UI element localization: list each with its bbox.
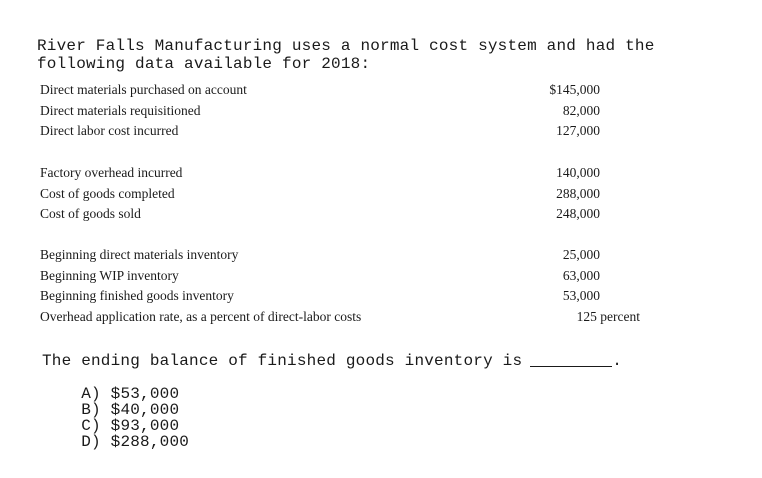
question-line [42,352,742,370]
data-group-1 [40,80,640,142]
data-row [40,307,640,328]
option-letter: D) [81,433,101,451]
data-label: Direct materials requisitioned [40,102,201,118]
question-block [42,352,742,451]
question-end-mark: . [612,352,623,370]
data-row [40,101,640,122]
data-label: Beginning direct materials inventory [40,247,239,262]
data-label: Cost of goods completed [40,185,175,201]
answer-blank [530,366,612,367]
data-value: 248,000 [556,206,600,221]
data-row [40,121,640,142]
data-value: 125 percent [576,308,640,324]
data-label: Direct labor cost incurred [40,123,179,138]
data-row [40,163,640,184]
data-value: 127,000 [556,123,600,138]
data-label: Beginning WIP inventory [40,267,179,283]
option-letter: C) [81,417,101,435]
data-row [40,245,640,266]
data-label: Cost of goods sold [40,206,141,221]
option-letter: A) [81,385,101,403]
data-group-2 [40,163,640,225]
data-value: 63,000 [562,267,600,283]
option-text: $93,000 [110,417,180,435]
question-text: The ending balance of finished goods inventory is [42,352,523,370]
problem-intro [37,37,737,73]
data-label: Overhead application rate, as a percent of direct-labor costs [40,308,362,324]
data-value: 25,000 [562,247,600,262]
data-row [40,266,640,287]
option-text: $40,000 [110,401,180,419]
data-label: Direct materials purchased on account [40,82,247,97]
data-row [40,184,640,205]
data-label: Beginning finished goods inventory [40,288,234,303]
data-row [40,80,640,101]
data-value: 140,000 [556,165,600,180]
data-row [40,204,640,225]
data-value: 53,000 [562,288,600,303]
data-value: 288,000 [556,185,600,201]
data-group-3 [40,245,640,327]
data-value: $145,000 [549,82,600,97]
answer-option-a[interactable] [42,370,742,403]
data-value: 82,000 [562,102,600,118]
intro-line-1: River Falls Manufacturing uses a normal cost system and had the [37,37,655,55]
data-label: Factory overhead incurred [40,165,183,180]
intro-line-2: following data available for 2018: [37,55,371,73]
option-letter: B) [81,401,101,419]
option-text: $53,000 [110,385,180,403]
data-row [40,286,640,307]
option-text: $288,000 [110,433,190,451]
